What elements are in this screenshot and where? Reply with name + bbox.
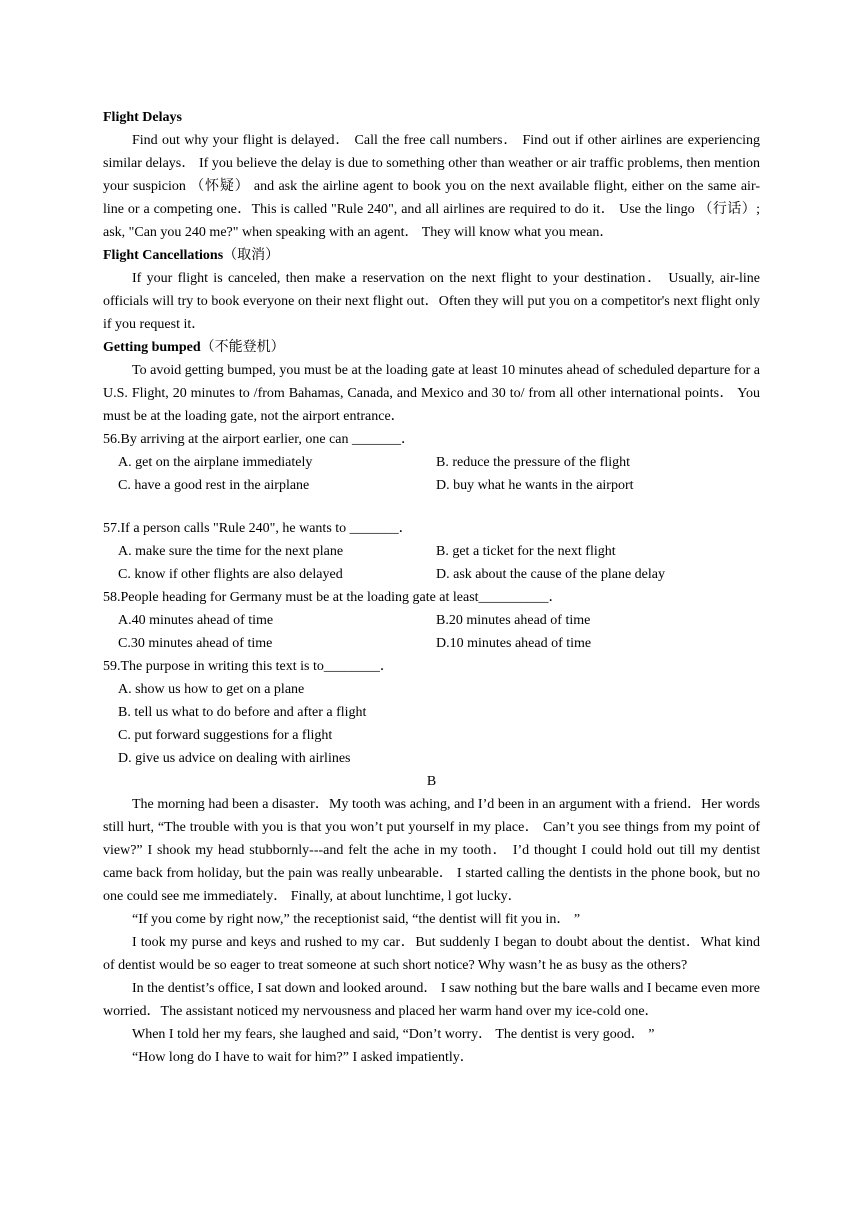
question-57-options	[103, 540, 760, 586]
question-59-options	[103, 678, 760, 770]
option-b: B. tell us what to do before and after a flight	[118, 705, 367, 720]
option-a: A. get on the airplane immediately	[118, 455, 313, 470]
document-page	[103, 106, 760, 1069]
paragraph: If your flight is canceled, then make a reservation on the next flight to your destination． Usually, air-line officials will try to book everyone on their next flight out．Often they will put you on a competitor's next flight only if you request it．	[103, 271, 760, 332]
paragraph: In the dentist’s office, I sat down and looked around． I saw nothing but the bare walls and I became even more worried．The assistant noticed my nervousness and placed her warm hand over my ice-cold one．	[103, 981, 761, 1019]
option-d: D. ask about the cause of the plane delay	[436, 567, 665, 582]
option-a: A. show us how to get on a plane	[118, 682, 305, 697]
option-b: B. get a ticket for the next flight	[436, 544, 616, 559]
question-56-stem: 56.By arriving at the airport earlier, one can _______．	[103, 432, 416, 447]
option-c: C. have a good rest in the airplane	[118, 478, 310, 493]
paragraph: I took my purse and keys and rushed to my car．But suddenly I began to doubt about the dentist．What kind of dentist would be so eager to treat someone at such short notice? Why wasn’t he as busy as the others?	[103, 935, 760, 973]
paragraph: To avoid getting bumped, you must be at the loading gate at least 10 minutes ahead of scheduled departure for a U.S. Flight, 20 minutes to /from Bahamas, Canada, and Mexico and 30 to/ from all other international points． You must be at the loading gate, not the airport entrance．	[103, 363, 760, 424]
section-heading-flight-cancellations: Flight Cancellations（取消）	[103, 248, 280, 263]
section-heading-flight-delays: Flight Delays	[103, 110, 182, 125]
option-d: D. give us advice on dealing with airlines	[118, 751, 351, 766]
question-57-stem: 57.If a person calls "Rule 240", he wants to _______．	[103, 521, 413, 536]
option-c: C. put forward suggestions for a flight	[118, 728, 333, 743]
question-56-options	[103, 451, 760, 497]
option-a: A. make sure the time for the next plane	[118, 544, 344, 559]
passage-b-label: B	[426, 774, 437, 789]
question-59-stem: 59.The purpose in writing this text is to________．	[103, 659, 394, 674]
section-heading-getting-bumped: Getting bumped（不能登机）	[103, 340, 285, 355]
paragraph: When I told her my fears, she laughed and said, “Don’t worry． The dentist is very good． ”	[132, 1027, 655, 1042]
option-d: D. buy what he wants in the airport	[436, 478, 634, 493]
spacer	[103, 497, 760, 517]
paragraph: “How long do I have to wait for him?” I asked impatiently．	[132, 1050, 474, 1065]
option-b: B. reduce the pressure of the flight	[436, 455, 630, 470]
option-c: C. know if other flights are also delayed	[118, 567, 343, 582]
option-d: D.10 minutes ahead of time	[436, 636, 592, 651]
option-a: A.40 minutes ahead of time	[118, 613, 274, 628]
question-58-options	[103, 609, 760, 655]
paragraph: The morning had been a disaster．My tooth was aching, and I’d been in an argument with a friend．Her words still hurt, “The trouble with you is that you won’t put yourself in my place． Can’t you see things from my point of view?” I shook my head stubbornly---and felt the ache in my tooth． I’d thought I could hold out till my dentist came back from holiday, but the pain was really unbearable． I started calling the dentists in the phone book, but no one could see me immediately． Finally, at about lunchtime, l got lucky．	[103, 797, 760, 904]
question-58-stem: 58.People heading for Germany must be at the loading gate at least__________．	[103, 590, 563, 605]
paragraph: Find out why your flight is delayed． Call the free call numbers． Find out if other airlines are experiencing similar delays． If you believe the delay is due to something other than weather or air traffic problems, then mention your suspicion （怀疑） and ask the airline agent to book you on the next available flight, either on the same air-line or a competing one．This is called "Rule 240", and all airlines are required to do it． Use the lingo （行话）; ask, "Can you 240 me?" when speaking with an agent． They will know what you mean．	[103, 133, 760, 240]
option-b: B.20 minutes ahead of time	[436, 613, 591, 628]
paragraph: “If you come by right now,” the receptionist said, “the dentist will fit you in． ”	[132, 912, 581, 927]
option-c: C.30 minutes ahead of time	[118, 636, 273, 651]
